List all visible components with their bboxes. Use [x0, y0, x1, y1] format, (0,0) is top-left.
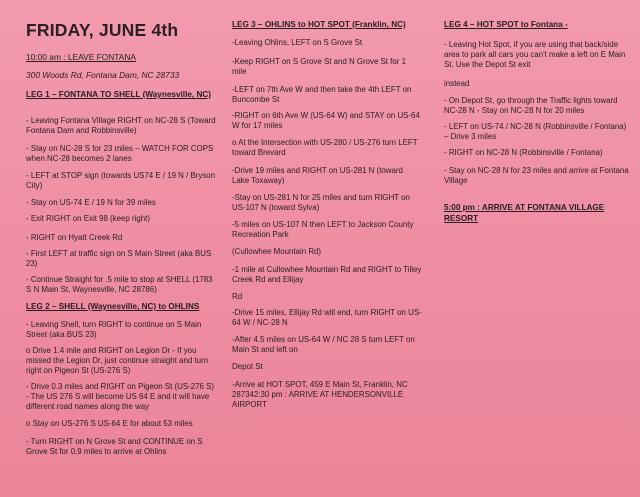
leg3-step: -After 4.5 miles on US-64 W / NC 28 S turn LEFT on Main St and left on: [232, 335, 415, 355]
leg4-step: - LEFT on US-74 / NC-28 N (Robbinsville / Fontana) – Drive 3 miles: [444, 122, 627, 142]
leg4-step: - Leaving Hot Spot, if you are using that back/side area to park all cars you can't make a left on E Main St. Use the Depot St exit: [444, 40, 626, 70]
leg3-step: -Keep RIGHT on S Grove St and N Grove St for 1 mile: [232, 57, 406, 77]
leg4-step: - Stay on NC-28 N for 23 miles and arrive at Fontana Village: [444, 166, 629, 186]
leg3-step: Rd: [232, 292, 243, 301]
leg3-step: -Arrive at HOT SPOT, 459 E Main St, Franklin, NC 287342:30 pm : ARRIVE AT HENDERSONVILLE AIRPORT: [232, 380, 408, 410]
leg2-step: o Drive 1.4 mile and RIGHT on Legion Dr - If you missed the Legion Dr, just continue straight and turn right on Pigeon St (US-276 S): [26, 346, 209, 376]
leg3-step: -LEFT on 7th Ave W and then take the 4th LEFT on Buncombe St: [232, 85, 412, 105]
arrival-line: 5:00 pm : ARRIVE AT FONTANA VILLAGE RESORT: [444, 203, 605, 223]
leg1-step: - Stay on US-74 E / 19 N for 39 miles: [26, 198, 156, 207]
departure-address: 300 Woods Rd, Fontana Dam, NC 28733: [26, 70, 180, 80]
leg3-step: -Leaving Ohlins, LEFT on S Grove St: [232, 38, 363, 47]
leg1-heading: LEG 1 – FONTANA TO SHELL (Waynesville, NC): [26, 90, 212, 99]
leg4-step: instead: [444, 79, 470, 88]
leg1-step: - Leaving Fontana Village RIGHT on NC-28 S (Toward Fontana Dam and Robbinsville): [26, 116, 216, 136]
leg2-step: o Stay on US-276 S US-64 E for about 53 miles: [26, 419, 193, 428]
leg1-step: - Stay on NC-28 S for 23 miles – WATCH FOR COPS when NC-28 becomes 2 lanes: [26, 144, 214, 164]
leg1-step: - First LEFT at traffic sign on S Main Street (aka BUS 23): [26, 249, 212, 269]
leg3-step: -Stay on US-281 N for 25 miles and turn RIGHT on US-107 N (toward Sylva): [232, 193, 410, 213]
leg4-step: - On Depot St, go through the Traffic lights toward NC-28 N - Stay on NC-28 N for 20 miles: [444, 96, 618, 116]
leg3-step: -1 mile at Cullowhee Mountain Rd and RIGHT to Tilley Creek Rd and Ellijay: [232, 265, 422, 285]
leg1-step: - Exit RIGHT on Exit 98 (keep right): [26, 214, 150, 223]
leg2-step: - Turn RIGHT on N Grove St and CONTINUE on S Grove St for 0.9 miles to arrive at Ohlins: [26, 437, 203, 457]
leg2-step: - Leaving Shell, turn RIGHT to continue on S Main Street (aka BUS 23): [26, 320, 202, 340]
leg3-heading: LEG 3 – OHLINS to HOT SPOT (Franklin, NC): [232, 20, 406, 29]
leg1-step: - LEFT at STOP sign (towards US74 E / 19 N / Bryson City): [26, 171, 216, 191]
leg1-step: - RIGHT on Hyatt Creek Rd: [26, 233, 123, 242]
departure-time: 10:00 am : LEAVE FONTANA: [26, 52, 136, 62]
leg3-step: o At the Intersection with US-280 / US-276 turn LEFT toward Brevard: [232, 138, 418, 158]
leg3-step: (Cullowhee Mountain Rd): [232, 247, 322, 256]
leg3-step: -5 miles on US-107 N then LEFT to Jackson County Recreation Park: [232, 220, 414, 240]
page-title: FRIDAY, JUNE 4th: [26, 20, 179, 40]
leg3-step: -Drive 19 miles and RIGHT on US-281 N (toward Lake Toxaway): [232, 166, 403, 186]
leg4-heading: LEG 4 – HOT SPOT to Fontana -: [444, 20, 568, 29]
leg4-step: - RIGHT on NC-28 N (Robbinsville / Fontana): [444, 148, 603, 157]
leg1-step: - Continue Straight for .5 mile to stop at SHELL (1783 S N Main St, Waynesville, NC 28786): [26, 275, 213, 295]
leg3-step: -RIGHT on 6th Ave W (US-64 W) and STAY on US-64 W for 17 miles: [232, 111, 420, 131]
leg2-step: - Drive 0.3 miles and RIGHT on Pigeon St (US-276 S) - The US 276 S will become US 64 E and it will have different road names along the way: [26, 382, 214, 412]
leg2-heading: LEG 2 – SHELL (Waynesville, NC) to OHLINS: [26, 302, 200, 311]
leg3-step: -Drive 15 miles, Ellijay Rd will end, turn RIGHT on US-64 W / NC-28 N: [232, 308, 422, 328]
leg3-step: Depot St: [232, 362, 263, 371]
